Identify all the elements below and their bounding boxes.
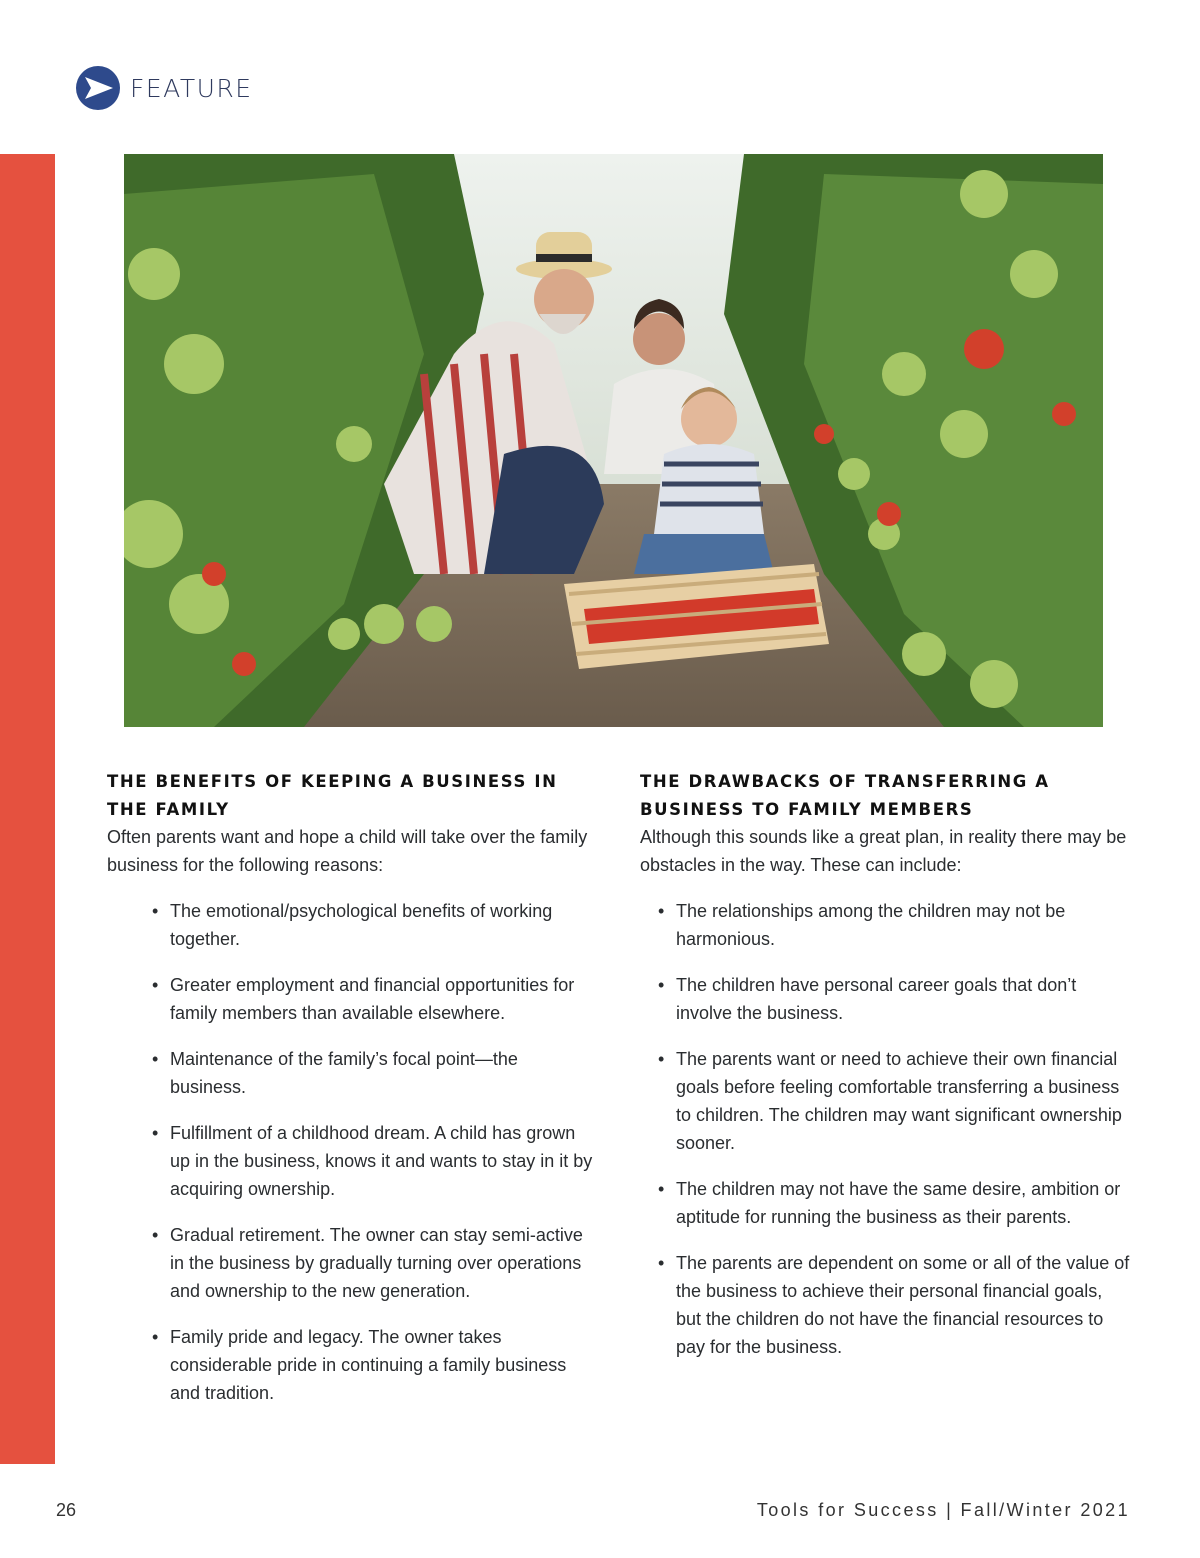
- list-item-text: The children may not have the same desire, ambition or aptitude for running the business as their parents.: [676, 1179, 1121, 1227]
- photo-illustration: [124, 154, 1103, 727]
- list-item: [107, 897, 597, 953]
- list-item-text: The emotional/psychological benefits of working together.: [170, 901, 553, 949]
- drawbacks-column: [640, 768, 1130, 1379]
- benefits-column: [107, 768, 597, 1425]
- list-item-text: Gradual retirement. The owner can stay semi-active in the business by gradually turning over operations and ownership to the new generation.: [170, 1225, 583, 1301]
- list-item-text: Family pride and legacy. The owner takes considerable pride in continuing a family business and tradition.: [170, 1327, 567, 1403]
- bullet-dot: •: [152, 975, 159, 995]
- list-item-text: Fulfillment of a childhood dream. A child has grown up in the business, knows it and wants to stay in it by acquiring ownership.: [170, 1123, 593, 1199]
- list-item: [107, 1045, 597, 1101]
- list-item: [107, 1323, 597, 1407]
- list-item: [107, 1221, 597, 1305]
- page-number: 26: [56, 1500, 77, 1520]
- bullet-dot: •: [658, 1049, 665, 1069]
- benefits-list: [107, 897, 597, 1407]
- publication-title: Tools for Success | Fall/Winter 2021: [756, 1500, 1130, 1520]
- bullet-dot: •: [658, 1179, 665, 1199]
- list-item-text: Maintenance of the family’s focal point—the business.: [170, 1049, 518, 1097]
- list-item-text: The relationships among the children may not be harmonious.: [676, 901, 1066, 949]
- section-label: FEATURE: [130, 73, 253, 103]
- list-item-text: Greater employment and financial opportunities for family members than available elsewhere.: [170, 975, 575, 1023]
- play-arrow-icon: [76, 66, 120, 110]
- accent-bar: [0, 154, 55, 1464]
- bullet-dot: •: [152, 1225, 159, 1245]
- list-item: [640, 1175, 1130, 1231]
- page-header: [76, 66, 253, 110]
- bullet-dot: •: [658, 975, 665, 995]
- benefits-heading: THE BENEFITS OF KEEPING A BUSINESS IN THE FAMILY: [107, 772, 558, 819]
- list-item: [640, 1249, 1130, 1361]
- drawbacks-list: [640, 897, 1130, 1361]
- bullet-dot: •: [152, 1123, 159, 1143]
- list-item-text: The parents are dependent on some or all of the value of the business to achieve their personal financial goals, but the children do not have the financial resources to pay for the business.: [676, 1253, 1130, 1357]
- drawbacks-heading: THE DRAWBACKS OF TRANSFERRING A BUSINESS TO FAMILY MEMBERS: [640, 772, 1050, 819]
- bullet-dot: •: [658, 1253, 665, 1273]
- list-item: [640, 897, 1130, 953]
- list-item-text: The children have personal career goals that don’t involve the business.: [676, 975, 1077, 1023]
- list-item-text: The parents want or need to achieve their own financial goals before feeling comfortable transferring a business to children. The children may want significant ownership sooner.: [676, 1049, 1122, 1153]
- list-item: [107, 1119, 597, 1203]
- drawbacks-intro: Although this sounds like a great plan, in reality there may be obstacles in the way. These can include:: [640, 827, 1127, 875]
- bullet-dot: •: [152, 1327, 159, 1347]
- list-item: [640, 1045, 1130, 1157]
- bullet-dot: •: [658, 901, 665, 921]
- list-item: [107, 971, 597, 1027]
- benefits-intro: Often parents want and hope a child will take over the family business for the following reasons:: [107, 827, 588, 875]
- list-item: [640, 971, 1130, 1027]
- bullet-dot: •: [152, 901, 159, 921]
- feature-photo: [124, 154, 1103, 727]
- bullet-dot: •: [152, 1049, 159, 1069]
